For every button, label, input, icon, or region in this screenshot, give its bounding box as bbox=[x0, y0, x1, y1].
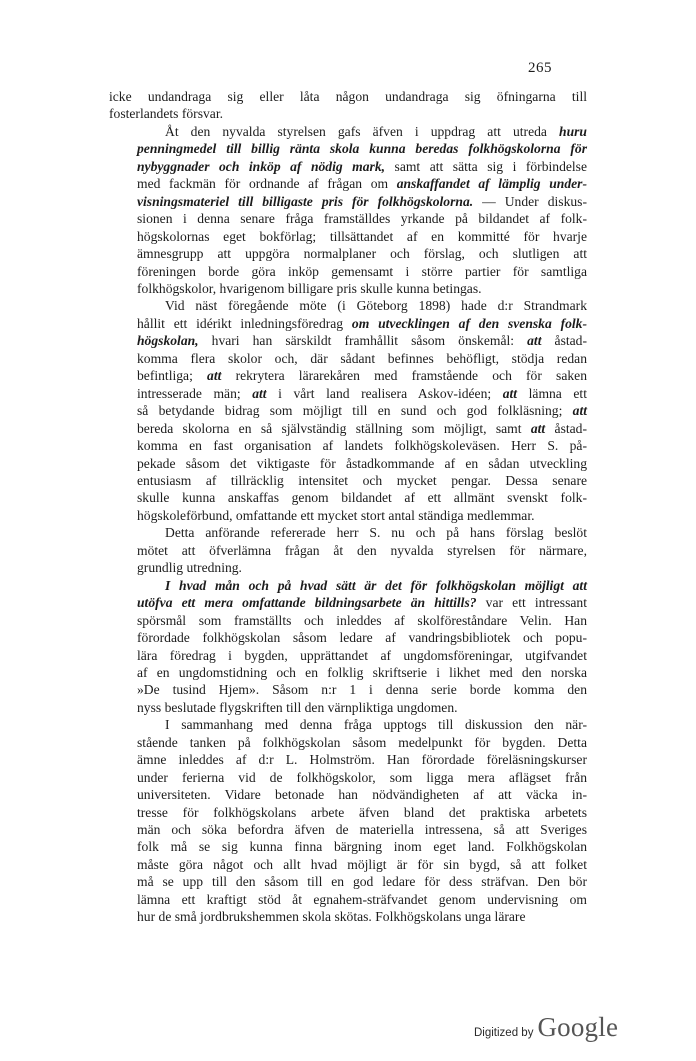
text-segment: i vårt land realisera Askov-idéen; bbox=[266, 385, 503, 401]
text-line bbox=[109, 804, 587, 821]
text-line bbox=[109, 751, 587, 768]
text-line bbox=[109, 455, 587, 472]
text-segment: Detta anförande refererade herr S. nu och på hans förslag beslöt bbox=[165, 525, 587, 541]
text-line bbox=[109, 507, 587, 524]
text-segment: Åt den nyvalda styrelsen gafs äfven i uppdrag att utreda bbox=[165, 123, 560, 139]
text-segment: ämnesgrupp att uppgöra normalplaner och förslag, och slutligen att bbox=[137, 246, 587, 262]
text-segment: rekrytera lärarekåren med framstående och för saken bbox=[221, 368, 587, 384]
text-line bbox=[109, 594, 587, 611]
text-segment: universiteten. Vidare betonade han nödvändigheten af att väcka in- bbox=[137, 787, 587, 803]
text-line bbox=[109, 838, 587, 855]
text-segment: mötet att öfverlämna frågan åt den nyvalda styrelsen för närmare, bbox=[137, 542, 587, 558]
text-segment: entusiasm af tillräcklig intensitet och mycket pengar. Dessa senare bbox=[137, 472, 587, 488]
text-line bbox=[109, 420, 587, 437]
text-segment: intresserade män; bbox=[137, 385, 253, 401]
text-line bbox=[109, 437, 587, 454]
text-line bbox=[109, 891, 587, 908]
text-line bbox=[109, 158, 587, 175]
text-line bbox=[109, 175, 587, 192]
text-line bbox=[109, 105, 587, 122]
paragraph bbox=[109, 88, 587, 123]
text-segment: »De tusind Hjem». Såsom n:r 1 i denna serie borde komma den bbox=[137, 682, 587, 698]
text-line bbox=[109, 140, 587, 157]
text-line bbox=[109, 908, 587, 925]
text-segment: lära föredrag i bygden, upprättandet af ungdomsföreningar, utgifvandet bbox=[137, 647, 587, 663]
text-line bbox=[109, 856, 587, 873]
italic-segment: att bbox=[527, 333, 542, 349]
text-segment: så betydande bidrag som möjligt till en sund och god folkläsning; bbox=[137, 403, 573, 419]
text-segment: högskoleförbund, omfattande ett mycket stort antal ständiga medlemmar. bbox=[137, 507, 535, 523]
text-segment: komma flera skolor och, där sådant befinnes behöfligt, stödja redan bbox=[137, 350, 587, 366]
watermark-prefix: Digitized by bbox=[474, 1027, 534, 1039]
text-line bbox=[109, 123, 587, 140]
text-segment: komma en fast organisation af landets folkhögskoleväsen. Herr S. på- bbox=[137, 438, 587, 454]
paragraph bbox=[109, 297, 587, 524]
text-line bbox=[109, 297, 587, 314]
text-segment: samt att sätta sig i förbindelse bbox=[385, 158, 588, 174]
text-segment: förordade folkhögskolan såsom ledare af vandringsbibliotek och popu- bbox=[137, 630, 587, 646]
text-segment: Vid näst föregående möte (i Göteborg 1898) hade d:r Strandmark bbox=[165, 298, 587, 314]
text-line bbox=[109, 524, 587, 541]
text-line bbox=[109, 821, 587, 838]
text-segment: föreningen borde göra inköp gemensamt i större partier för samtliga bbox=[137, 263, 587, 279]
text-segment: lämna ett kraftigt stöd åt egnahem-sträfvandet genom undervisning om bbox=[137, 891, 587, 907]
text-line bbox=[109, 612, 587, 629]
text-segment: fosterlandets försvar. bbox=[109, 106, 223, 122]
text-line bbox=[109, 681, 587, 698]
paragraph bbox=[109, 524, 587, 576]
text-line bbox=[109, 385, 587, 402]
italic-segment: att bbox=[530, 420, 546, 436]
text-line bbox=[109, 193, 587, 210]
text-segment: åstad- bbox=[541, 333, 588, 349]
digitized-by-google-watermark bbox=[474, 1012, 618, 1043]
text-line bbox=[109, 699, 587, 716]
text-segment: hur de små jordbrukshemmen skola skötas. Folkhögskolans unga lärare bbox=[137, 909, 526, 925]
italic-segment: om utvecklingen af den svenska folk- bbox=[351, 315, 588, 331]
paragraph bbox=[109, 716, 587, 925]
text-line bbox=[109, 559, 587, 576]
text-line bbox=[109, 542, 587, 559]
italic-segment: att bbox=[502, 385, 518, 401]
paragraph bbox=[109, 123, 587, 298]
italic-segment: utöfva ett mera omfattande bildningsarbete än hittills? bbox=[137, 595, 477, 611]
text-line bbox=[109, 263, 587, 280]
text-segment: spörsmål som framställts och inleddes af skolföreståndare Velin. Han bbox=[137, 612, 587, 628]
text-line bbox=[109, 786, 587, 803]
text-segment: ämne inleddes af d:r L. Holmström. Han förordade föreläsningskurser bbox=[137, 752, 587, 768]
italic-segment: nybyggnader och inköp af nödig mark, bbox=[137, 158, 386, 174]
text-segment: under ferierna vid de folkhögskolor, som ligga mera aflägset från bbox=[137, 769, 587, 785]
text-line bbox=[109, 332, 587, 349]
text-segment: I sammanhang med denna fråga upptogs till diskussion den när- bbox=[165, 717, 587, 733]
text-line bbox=[109, 769, 587, 786]
text-segment: nyss beslutade flygskriften till den värnpliktiga ungdomen. bbox=[137, 699, 458, 715]
text-line bbox=[109, 210, 587, 227]
italic-segment: att bbox=[207, 368, 222, 384]
text-segment: med fackmän för ordnande af frågan om bbox=[137, 176, 397, 192]
italic-segment: att bbox=[252, 385, 267, 401]
italic-segment: anskaffandet af lämplig under- bbox=[396, 176, 587, 192]
google-logo: Google bbox=[537, 1012, 619, 1042]
text-line bbox=[109, 489, 587, 506]
text-line bbox=[109, 664, 587, 681]
text-segment: pekade såsom det viktigaste för åstadkommande af en sådan utveckling bbox=[137, 455, 587, 471]
text-line bbox=[109, 228, 587, 245]
italic-segment: högskolan, bbox=[137, 333, 199, 349]
text-line bbox=[109, 577, 587, 594]
text-segment: högskolornas eget bokförlag; tillsättandet af en kommitté för hvarje bbox=[137, 228, 587, 244]
text-segment: sionen i denna senare fråga framställdes yrkande på bildandet af folk- bbox=[137, 211, 587, 227]
text-segment: grundlig utredning. bbox=[137, 560, 242, 576]
text-line bbox=[109, 629, 587, 646]
text-segment: hållit ett idérikt inledningsföredrag bbox=[137, 315, 352, 331]
text-line bbox=[109, 350, 587, 367]
italic-segment: I hvad mån och på hvad sätt är det för folkhögskolan möjligt att bbox=[165, 577, 587, 593]
text-line bbox=[109, 734, 587, 751]
text-segment: af en ungdomstidning och en folklig skriftserie i likhet med den norska bbox=[137, 664, 587, 680]
text-segment: icke undandraga sig eller låta någon undandraga sig öfningarna till bbox=[109, 89, 587, 104]
text-segment: måste göra något och allt hvad möjligt är för sin bygd, så att folket bbox=[137, 856, 587, 872]
text-line bbox=[109, 402, 587, 419]
text-segment: folkhögskolor, hvarigenom billigare pris skulle kunna betingas. bbox=[137, 280, 482, 296]
text-segment: åstad- bbox=[545, 420, 587, 436]
text-segment: hvari han särskildt framhållit såsom önskemål: bbox=[198, 333, 528, 349]
text-line bbox=[109, 716, 587, 733]
text-segment: folk må se sig kunna finna bärgning inom eget land. Folkhögskolan bbox=[137, 839, 587, 855]
text-line bbox=[109, 315, 587, 332]
text-segment: må se upp till den såsom till en god ledare för dess sträfvan. Den bör bbox=[137, 874, 587, 890]
text-line bbox=[109, 88, 587, 105]
text-segment: bereda skolorna en så självständig ställning som möjligt, samt bbox=[137, 420, 531, 436]
paragraph bbox=[109, 577, 587, 717]
text-segment: — Under diskus- bbox=[473, 193, 587, 209]
text-segment: skulle kunna anskaffas genom bildandet af ett allmänt svenskt folk- bbox=[137, 490, 587, 506]
text-line bbox=[109, 647, 587, 664]
text-line bbox=[109, 873, 587, 890]
text-segment: män och söka befordra äfven de materiella intressena, så att Sveriges bbox=[137, 822, 587, 838]
text-segment: befintliga; bbox=[137, 368, 208, 384]
body-text bbox=[109, 88, 587, 926]
italic-segment: visningsmateriel till billigaste pris för folkhögskolorna. bbox=[137, 193, 474, 209]
text-line bbox=[109, 280, 587, 297]
italic-segment: huru bbox=[559, 123, 587, 139]
text-segment: tresse för folkhögskolans arbete äfven bland det praktiska arbetets bbox=[137, 804, 587, 820]
text-segment: lämna ett bbox=[517, 385, 587, 401]
italic-segment: penningmedel till billig ränta skola kunna beredas folkhögskolorna för bbox=[137, 141, 587, 157]
text-segment: stående tanken på folkhögskolan såsom medelpunkt för bygden. Detta bbox=[137, 734, 587, 750]
page-number: 265 bbox=[528, 60, 552, 76]
text-segment: var ett intressant bbox=[476, 595, 587, 611]
text-line bbox=[109, 245, 587, 262]
italic-segment: att bbox=[572, 403, 587, 419]
text-line bbox=[109, 472, 587, 489]
text-line bbox=[109, 367, 587, 384]
